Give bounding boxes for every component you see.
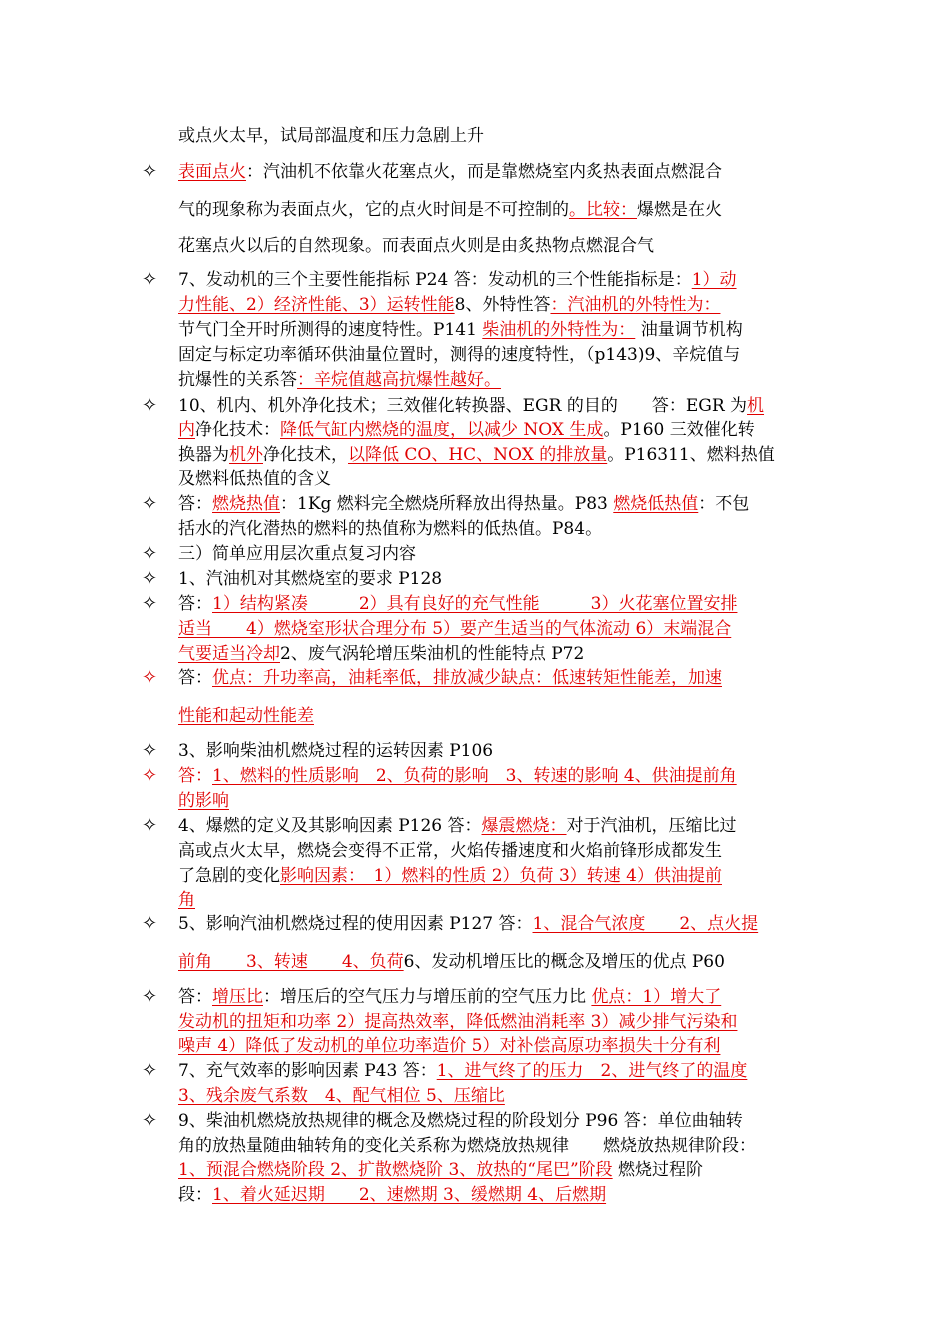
- term-highlight: 柴油机的外特性为：: [482, 320, 636, 340]
- term-highlight: 燃烧热值: [212, 494, 280, 514]
- text-line: 7、发动机的三个主要性能指标 P24 答：发动机的三个性能指标是：1）动: [178, 270, 737, 290]
- text-line: 力性能、2）经济性能、3）运转性能8、外特性答：汽油机的外特性为：: [178, 295, 721, 315]
- term-highlight: 机: [747, 396, 765, 416]
- answer-highlight: 降低气缸内燃烧的温度，以减少 NOX 生成: [280, 420, 604, 440]
- answer-highlight: 角: [178, 890, 195, 910]
- bullet-icon: ✧: [142, 1110, 158, 1131]
- term-highlight: 增压比: [212, 987, 263, 1007]
- term-highlight: 表面点火: [178, 162, 246, 182]
- answer-highlight: 优点：升功率高，油耗率低，排放减少缺点：低速转矩性能差，加速: [212, 668, 722, 688]
- bullet-icon: ✧: [142, 765, 158, 786]
- text-line: 或点火太早，试局部温度和压力急剧上升: [178, 126, 484, 146]
- text-line: 气的现象称为表面点火，它的点火时间是不可控制的。比较：爆燃是在火: [178, 200, 722, 220]
- term-highlight: 爆震燃烧：: [481, 816, 567, 836]
- answer-highlight: 1、预混合燃烧阶段 2、扩散燃烧阶 3、放热的“尾巴”阶段: [178, 1160, 613, 1180]
- bullet-icon: ✧: [142, 1060, 158, 1081]
- text-line: 10、机内、机外净化技术；三效催化转换器、EGR 的目的 答：EGR 为机: [178, 396, 765, 416]
- answer-highlight: 3、残余废气系数 4、配气相位 5、压缩比: [178, 1086, 505, 1106]
- text-line: 及燃料低热值的含义: [178, 469, 331, 489]
- answer-highlight: 气要适当冷却: [178, 644, 280, 664]
- text-line: [178, 789, 229, 813]
- term-highlight: 机外: [229, 445, 263, 465]
- text-line: [178, 617, 731, 641]
- text-line: 4、爆燃的定义及其影响因素 P126 答：爆震燃烧：对于汽油机，压缩比过: [178, 816, 737, 836]
- answer-highlight: 1、进气终了的压力 2、进气终了的温度: [436, 1061, 748, 1081]
- text-line: 抗爆性的关系答：辛烷值越高抗爆性越好。: [178, 370, 501, 390]
- answer-highlight: 发动机的扭矩和功率 2）提高热效率，降低燃油消耗率 3）减少排气污染和: [178, 1012, 738, 1032]
- answer-highlight: 1、着火延迟期 2、速燃期 3、缓燃期 4、后燃期: [212, 1185, 607, 1205]
- text-line: 答：1）结构紧凑 2）具有良好的充气性能 3）火花塞位置安排: [178, 594, 738, 614]
- answer-highlight: 前角 3、转速 4、负荷: [178, 952, 404, 972]
- bullet-icon: ✧: [142, 815, 158, 836]
- answer-highlight: 性能和起动性能差: [178, 706, 314, 726]
- term-highlight: 。比较：: [569, 200, 637, 220]
- bullet-icon: ✧: [142, 395, 158, 416]
- text-line: 了急剧的变化影响因素： 1）燃料的性质 2）负荷 3）转速 4）供油提前: [178, 866, 722, 886]
- text-line: 固定与标定功率循环供油量位置时，测得的速度特性，（p143)9、辛烷值与: [178, 345, 741, 365]
- text-line: [178, 1010, 737, 1034]
- bullet-icon: ✧: [142, 740, 158, 761]
- bullet-icon: ✧: [142, 493, 158, 514]
- text-line: [178, 888, 195, 912]
- text-line: 三）简单应用层次重点复习内容: [178, 544, 416, 564]
- answer-highlight: 1）动: [691, 270, 737, 290]
- text-line: 1、预混合燃烧阶段 2、扩散燃烧阶 3、放热的“尾巴”阶段 燃烧过程阶: [178, 1160, 704, 1180]
- bullet-icon: ✧: [142, 667, 158, 688]
- bullet-icon: ✧: [142, 269, 158, 290]
- answer-highlight: 力性能、2）经济性能、3）运转性能: [178, 295, 455, 315]
- text-line: [178, 1034, 720, 1058]
- term-highlight: ：汽油机的外特性为：: [550, 295, 721, 315]
- bullet-icon: ✧: [142, 543, 158, 564]
- text-line: 答：1、燃料的性质影响 2、负荷的影响 3、转速的影响 4、供油提前角: [178, 766, 737, 786]
- text-line: [178, 704, 314, 728]
- answer-highlight: 的影响: [178, 791, 229, 811]
- text-line: 前角 3、转速 4、负荷6、发动机增压比的概念及增压的优点 P60: [178, 952, 725, 972]
- text-line: 节气门全开时所测得的速度特性。P141 柴油机的外特性为： 油量调节机构: [178, 320, 743, 340]
- text-line: 9、柴油机燃烧放热规律的概念及燃烧过程的阶段划分 P96 答：单位曲轴转: [178, 1111, 743, 1131]
- answer-highlight: 以降低 CO、HC、NOX 的排放量: [348, 445, 608, 465]
- text-line: 高或点火太早，燃烧会变得不正常，火焰传播速度和火焰前锋形成都发生: [178, 841, 722, 861]
- text-line: 内净化技术：降低气缸内燃烧的温度，以减少 NOX 生成。P160 三效催化转: [178, 420, 755, 440]
- answer-highlight: 1、混合气浓度 2、点火提: [532, 914, 759, 934]
- text-line: 7、充气效率的影响因素 P43 答：1、进气终了的压力 2、进气终了的温度: [178, 1061, 748, 1081]
- text-line: 花塞点火以后的自然现象。而表面点火则是由炙热物点燃混合气: [178, 236, 654, 256]
- answer-highlight: 适当 4）燃烧室形状合理分布 5）要产生适当的气体流动 6）末端混合: [178, 619, 732, 639]
- text-line: 括水的汽化潜热的燃料的热值称为燃料的低热值。P84。: [178, 519, 603, 539]
- bullet-icon: ✧: [142, 568, 158, 589]
- answer-highlight: 噪声 4）降低了发动机的单位功率造价 5）对补偿高原功率损失十分有利: [178, 1036, 721, 1056]
- answer-highlight: 1、燃料的性质影响 2、负荷的影响 3、转速的影响 4、供油提前角: [212, 766, 737, 786]
- text-line: 5、影响汽油机燃烧过程的使用因素 P127 答：1、混合气浓度 2、点火提: [178, 914, 759, 934]
- bullet-icon: ✧: [142, 986, 158, 1007]
- text-line: 换器为机外净化技术，以降低 CO、HC、NOX 的排放量。P16311、燃料热值: [178, 445, 775, 465]
- answer-highlight: 影响因素： 1）燃料的性质 2）负荷 3）转速 4）供油提前: [280, 866, 722, 886]
- bullet-icon: ✧: [142, 593, 158, 614]
- text-line: 气要适当冷却2、废气涡轮增压柴油机的性能特点 P72: [178, 644, 585, 664]
- text-line: 答：增压比：增压后的空气压力与增压前的空气压力比 优点：1）增大了: [178, 987, 722, 1007]
- answer-highlight: 优点：1）增大了: [591, 987, 722, 1007]
- text-line: 段：1、着火延迟期 2、速燃期 3、缓燃期 4、后燃期: [178, 1185, 607, 1205]
- bullet-icon: ✧: [142, 913, 158, 934]
- text-line: 角的放热量随曲轴转角的变化关系称为燃烧放热规律 燃烧放热规律阶段：: [178, 1136, 756, 1156]
- text-line: 1、汽油机对其燃烧室的要求 P128: [178, 569, 443, 589]
- term-highlight: 内: [178, 420, 195, 440]
- term-highlight: 燃烧低热值: [613, 494, 699, 514]
- answer-highlight: ：辛烷值越高抗爆性越好。: [297, 370, 501, 390]
- bullet-icon: ✧: [142, 161, 158, 182]
- text-line: [178, 1084, 505, 1108]
- text-line: 表面点火：汽油机不依靠火花塞点火，而是靠燃烧室内炙热表面点燃混合: [178, 162, 722, 182]
- text-line: 答：优点：升功率高，油耗率低，排放减少缺点：低速转矩性能差，加速: [178, 668, 722, 688]
- text-line: 3、影响柴油机燃烧过程的运转因素 P106: [178, 741, 494, 761]
- text-line: 答：燃烧热值：1Kg 燃料完全燃烧所释放出得热量。P83 燃烧低热值：不包: [178, 494, 750, 514]
- answer-highlight: 1）结构紧凑 2）具有良好的充气性能 3）火花塞位置安排: [212, 594, 738, 614]
